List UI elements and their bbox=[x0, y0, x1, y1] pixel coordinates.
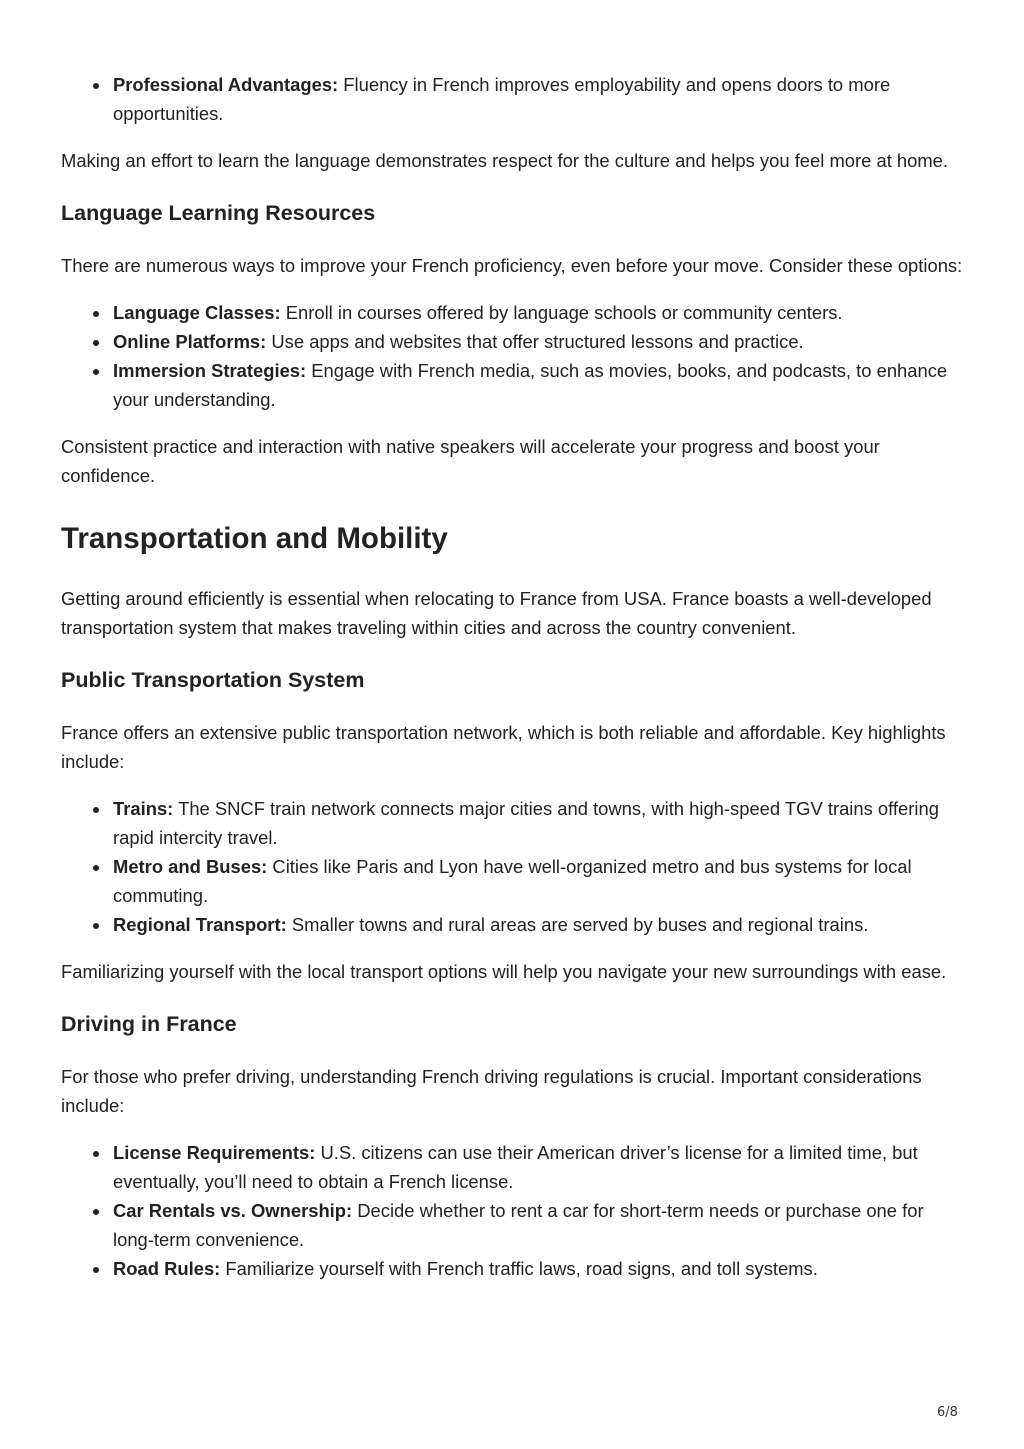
list-item bbox=[113, 327, 966, 356]
list-item bbox=[113, 794, 966, 852]
list-item-text: Decide whether to rent a car for short-term needs or purchase one for long-term convenience. bbox=[113, 1200, 924, 1250]
paragraph-familiarizing: Familiarizing yourself with the local transport options will help you navigate your new surroundings with ease. bbox=[61, 961, 947, 982]
list-item-term: Professional Advantages: bbox=[113, 74, 339, 95]
list-item-term: Car Rentals vs. Ownership: bbox=[113, 1200, 353, 1221]
list-item bbox=[113, 1254, 966, 1283]
list-item bbox=[113, 910, 966, 939]
list-item-term: License Requirements: bbox=[113, 1142, 316, 1163]
paragraph-effort: Making an effort to learn the language demonstrates respect for the culture and helps you feel more at home. bbox=[61, 150, 949, 171]
list-item-term: Trains: bbox=[113, 798, 174, 819]
list-item-term: Language Classes: bbox=[113, 302, 281, 323]
heading-transportation: Transportation and Mobility bbox=[61, 522, 448, 555]
heading-language-resources: Language Learning Resources bbox=[61, 201, 376, 225]
driving-list bbox=[61, 1138, 966, 1283]
list-item bbox=[113, 356, 966, 414]
list-item-text: The SNCF train network connects major cities and towns, with high-speed TGV trains offering rapid intercity travel. bbox=[113, 798, 939, 848]
list-item-text: Engage with French media, such as movies, books, and podcasts, to enhance your understanding. bbox=[113, 360, 948, 410]
list-item-term: Metro and Buses: bbox=[113, 856, 268, 877]
list-item-term: Online Platforms: bbox=[113, 331, 267, 352]
paragraph-resources: There are numerous ways to improve your French proficiency, even before your move. Consider these options: bbox=[61, 255, 963, 276]
list-item-text: Cities like Paris and Lyon have well-organized metro and bus systems for local commuting. bbox=[113, 856, 912, 906]
list-item-text: Enroll in courses offered by language schools or community centers. bbox=[280, 302, 843, 323]
advantages-list bbox=[61, 70, 966, 128]
resources-list bbox=[61, 298, 966, 414]
public-transport-list bbox=[61, 794, 966, 939]
list-item bbox=[113, 852, 966, 910]
document-page bbox=[61, 70, 966, 1283]
list-item-text: Use apps and websites that offer structured lessons and practice. bbox=[266, 331, 804, 352]
list-item-term: Immersion Strategies: bbox=[113, 360, 307, 381]
paragraph-driving: For those who prefer driving, understanding French driving regulations is crucial. Important considerations include: bbox=[61, 1066, 922, 1116]
heading-public-transportation: Public Transportation System bbox=[61, 668, 365, 692]
list-item-text: U.S. citizens can use their American driver’s license for a limited time, but eventually, you’ll need to obtain a French license. bbox=[113, 1142, 918, 1192]
list-item bbox=[113, 1138, 966, 1196]
list-item-text: Fluency in French improves employability and opens doors to more opportunities. bbox=[113, 74, 891, 124]
list-item-text: Familiarize yourself with French traffic laws, road signs, and toll systems. bbox=[220, 1258, 818, 1279]
list-item bbox=[113, 1196, 966, 1254]
list-item-term: Road Rules: bbox=[113, 1258, 221, 1279]
list-item-term: Regional Transport: bbox=[113, 914, 287, 935]
list-item bbox=[113, 70, 966, 128]
heading-driving: Driving in France bbox=[61, 1012, 237, 1036]
paragraph-practice: Consistent practice and interaction with native speakers will accelerate your progress and boost your confidence. bbox=[61, 436, 880, 486]
page-number: 6/8 bbox=[937, 1405, 958, 1420]
list-item bbox=[113, 298, 966, 327]
paragraph-transportation: Getting around efficiently is essential when relocating to France from USA. France boasts a well-developed transportation system that makes traveling within cities and across the country convenient. bbox=[61, 588, 932, 638]
list-item-text: Smaller towns and rural areas are served by buses and regional trains. bbox=[286, 914, 869, 935]
paragraph-public: France offers an extensive public transportation network, which is both reliable and affordable. Key highlights include: bbox=[61, 722, 946, 772]
